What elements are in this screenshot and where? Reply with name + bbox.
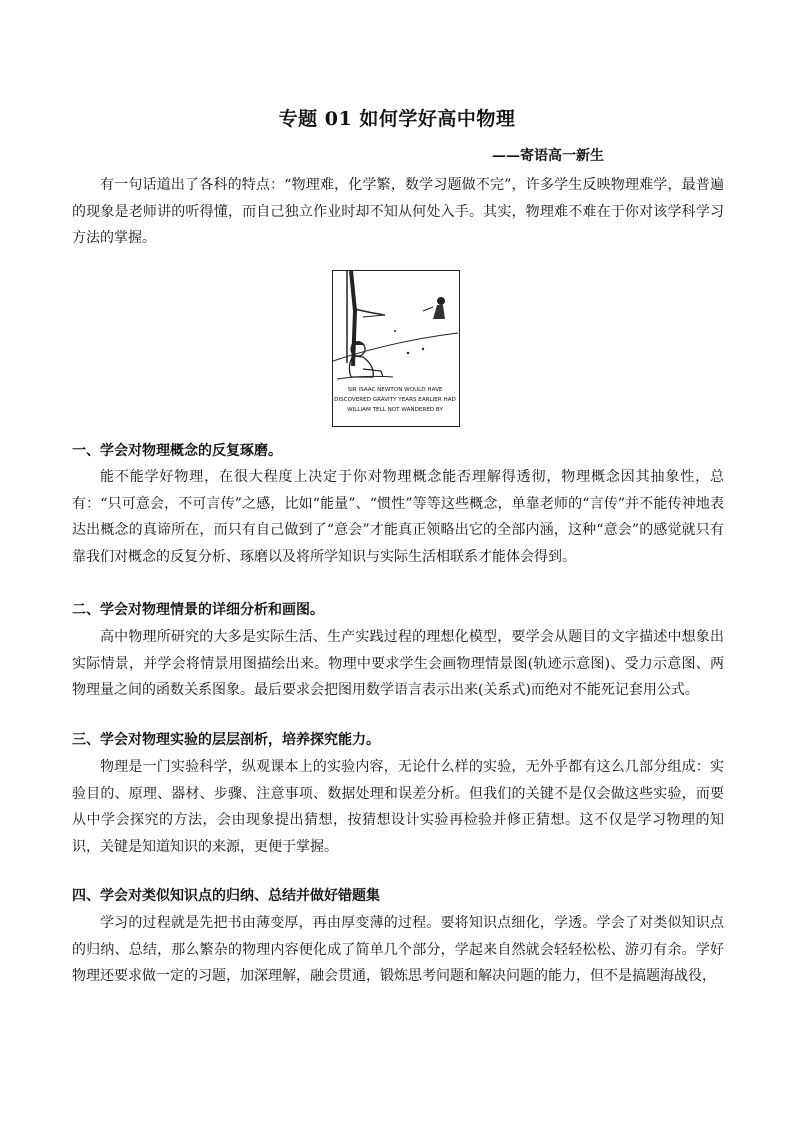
section-2-heading: 二、学会对物理情景的详细分析和画图。 xyxy=(72,602,324,618)
newton-cartoon-illustration xyxy=(333,271,458,425)
page-title: 专题 01 如何学好高中物理 xyxy=(278,108,516,130)
section-4-body: 学习的过程就是先把书由薄变厚，再由厚变薄的过程。要将知识点细化，学透。学会了对类似知识点的归纳、总结，那么繁杂的物理内容便化成了简单几个部分，学起来自然就会轻轻松松、游刃有余。学好物理还要求做一定的习题，加深理解，融会贯通，锻炼思考问题和解决问题的能力，但不是搞题海战役， xyxy=(72,915,724,984)
section-1-body: 能不能学好物理，在很大程度上决定于你对物理概念能否理解得透彻，物理概念因其抽象性，总有：“只可意会，不可言传”之感，比如“能量”、“惯性”等等这些概念，单靠老师的“言传”并不能传神地表达出概念的真谛所在，而只有自己做到了“意会”才能真正领略出它的全部内涵，这种“意会”的感觉就只有靠我们对概念的反复分析、琢磨以及将所学知识与实际生活相联系才能体会得到。 xyxy=(72,469,724,565)
page-subtitle: ——寄语高一新生 xyxy=(492,148,604,164)
figure-caption-line-1: SIR ISAAC NEWTON WOULD HAVE xyxy=(347,387,443,393)
section-3-heading: 三、学会对物理实验的层层剖析，培养探究能力。 xyxy=(72,732,380,748)
section-4-heading: 四、学会对类似知识点的归纳、总结并做好错题集 xyxy=(72,888,380,904)
section-2-body: 高中物理所研究的大多是实际生活、生产实践过程的理想化模型，要学会从题目的文字描述中想象出实际情景，并学会将情景用图描绘出来。物理中要求学生会画物理情景图(轨迹示意图)、受力示意图、两物理量之间的函数关系图象。最后要求会把图用数学语言表示出来(关系式)而绝对不能死记套用公式。 xyxy=(72,629,724,698)
figure-caption-line-3: WILLIAM TELL NOT WANDERED BY xyxy=(347,407,443,413)
section-1-heading: 一、学会对物理概念的反复琢磨。 xyxy=(72,443,282,459)
section-3-body: 物理是一门实验科学，纵观课本上的实验内容，无论什么样的实验，无外乎都有这么几部分组成：实验目的、原理、器材、步骤、注意事项、数据处理和误差分析。但我们的关键不是仅会做这些实验，而要从中学会探究的方法，会由现象提出猜想，按猜想设计实验再检验并修正猜想。这不仅是学习物理的知识，关键是知道知识的来源，更便于掌握。 xyxy=(72,759,724,855)
figure-caption-line-2: DISCOVERED GRAVITY YEARS EARLIER HAD xyxy=(334,397,456,403)
newton-cartoon-figure xyxy=(332,270,460,427)
intro-paragraph: 有一句话道出了各科的特点：“物理难，化学繁，数学习题做不完”，许多学生反映物理难学，最普遍的现象是老师讲的听得懂，而自己独立作业时却不知从何处入手。其实，物理难不难在于你对该学科学习方法的掌握。 xyxy=(72,177,724,246)
